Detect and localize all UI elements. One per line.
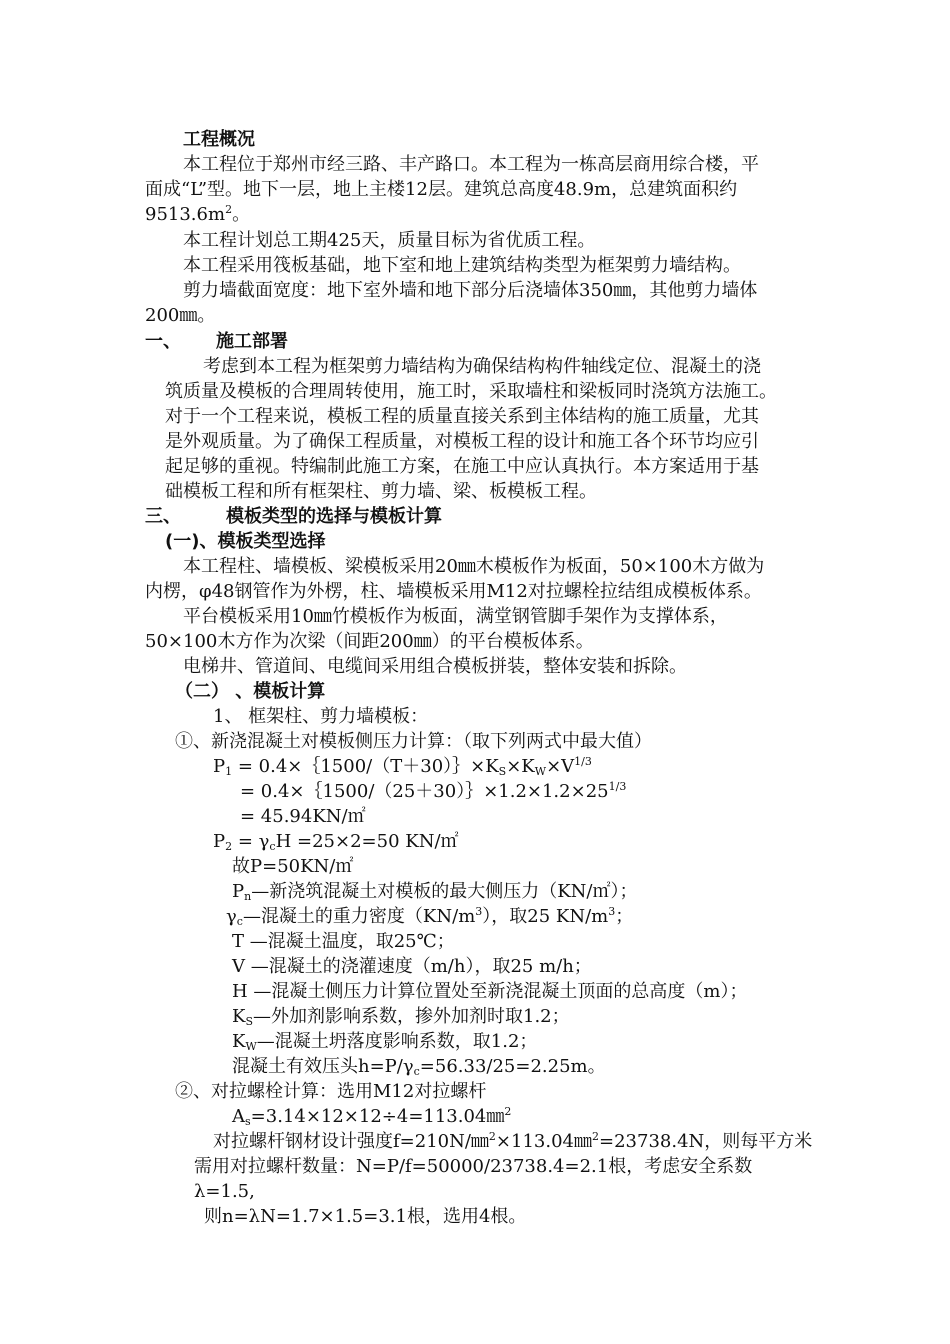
calc2-title: ②、对拉螺栓计算：选用M12对拉螺杆: [175, 1081, 487, 1102]
formula-p1-line2: = $0.4\times\{1500/(25+30)\}\times 1.2\times 1.2\times 25^{1/3}$: [240, 780, 627, 802]
section3-type-line4: 50×100木方作为次梁（间距200㎜）的平台模板体系。: [145, 631, 594, 652]
section1-line2: 筑质量及模板的合理周转使用，施工时，采取墙柱和梁板同时浇筑方法施工。: [165, 381, 777, 402]
overview-para1-line2: 面成“L”型。地下一层，地上主楼12层。建筑总高度48.9m，总建筑面积约: [145, 179, 738, 200]
section3-type-line1: 本工程柱、墙模板、梁模板采用20㎜木模板作为板面，50×100木方做为: [183, 556, 765, 577]
section1-line6: 础模板工程和所有框架柱、剪力墙、梁、板模板工程。: [165, 481, 597, 502]
formula-p1-line3: = 45.94KN/㎡: [240, 806, 366, 827]
section1-number: 一、: [145, 331, 181, 352]
section3-type-line5: 电梯井、管道间、电缆间采用组合模板拼装，整体安装和拆除。: [183, 656, 687, 677]
formula-result: 故P=50KN/㎡: [232, 856, 354, 877]
calc1-title: ①、新浇混凝土对模板侧压力计算：（取下列两式中最大值）: [175, 731, 652, 752]
def-gamma: $\gamma_c—$混凝土的重力密度$(KN/m^3)$，取25 $KN/m^3$；: [226, 905, 634, 928]
overview-para4-line1: 剪力墙截面宽度：地下室外墙和地下部分后浇墙体350㎜，其他剪力墙体: [183, 280, 758, 301]
bolt-strength-line4: 则n=λN=1.7×1.5=3.1根，选用4根。: [204, 1206, 527, 1227]
formula-p2: $P_2 = \gamma_cH =25\times 2=50$ KN/㎡: [213, 831, 459, 853]
overview-para4-line2: 200㎜。: [145, 305, 216, 326]
overview-para1-line1: 本工程位于郑州市经三路、丰产路口。本工程为一栋高层商用综合楼，平: [183, 154, 759, 175]
section1-line4: 是外观质量。为了确保工程质量，对模板工程的设计和施工各个环节均应引: [165, 431, 759, 452]
section3-type-line2: 内楞，φ48钢管作为外楞，柱、墙模板采用M12对拉螺栓拉结组成模板体系。: [145, 581, 762, 602]
overview-para1-line3: $9513.6m^2$。: [145, 203, 251, 225]
section3-title: 模板类型的选择与模板计算: [226, 506, 442, 527]
bolt-strength-line3: λ=1.5,: [194, 1181, 255, 1202]
def-ks: $K_S—$外加剂影响系数，掺外加剂时取1.2；: [232, 1006, 570, 1028]
def-pn: $P_n—$新浇筑混凝土对模板的最大侧压力（KN/㎡）；: [232, 881, 638, 903]
formula-as: $A_s=3.14\times 12\times 12\div 4=113.04㎜^2$: [232, 1105, 512, 1128]
overview-para2: 本工程计划总工期425天，质量目标为省优质工程。: [183, 230, 596, 251]
section1-line1: 考虑到本工程为框架剪力墙结构为确保结构构件轴线定位、混凝土的浇: [203, 356, 761, 377]
overview-para3: 本工程采用筏板基础，地下室和地上建筑结构类型为框架剪力墙结构。: [183, 255, 741, 276]
def-h: H —混凝土侧压力计算位置处至新浇混凝土顶面的总高度（m）；: [232, 981, 748, 1002]
section3-subheading-2: （二） 、模板计算: [175, 681, 326, 702]
def-t: T —混凝土温度，取25℃；: [232, 931, 455, 952]
overview-heading: 工程概况: [183, 129, 255, 150]
def-kw: $K_W—$混凝土坍落度影响系数，取1.2；: [232, 1031, 538, 1053]
section1-line5: 起足够的重视。特编制此施工方案，在施工中应认真执行。本方案适用于基: [165, 456, 759, 477]
section3-type-line3: 平台模板采用10㎜竹模板作为板面，满堂钢管脚手架作为支撑体系，: [183, 606, 728, 627]
formula-p1-line1: $P_1$ = $0.4\times\{1500/(T+30)\}\times K_S\times K_W\times V^{1/3}$: [213, 755, 592, 778]
bolt-strength-line1: 对拉螺杆钢材设计强度f=210N/㎜$^2$×113.04㎜$^2$=23738.4N，则每平方米: [213, 1130, 813, 1152]
section3-subheading-1: (一)、模板类型选择: [165, 531, 326, 552]
calc-item-1: 1、 框架柱、剪力墙模板：: [213, 706, 429, 727]
section1-title: 施工部署: [216, 331, 288, 352]
def-v: V —混凝土的浇灌速度（m/h），取25 m/h；: [232, 956, 592, 977]
section1-line3: 对于一个工程来说，模板工程的质量直接关系到主体结构的施工质量，尤其: [165, 406, 759, 427]
effective-head: 混凝土有效压头$h=P/\gamma_c=56.33/25=2.25m$。: [232, 1056, 606, 1078]
section3-number: 三、: [145, 506, 181, 527]
bolt-strength-line2: 需用对拉螺杆数量：N=P/f=50000/23738.4=2.1根，考虑安全系数: [194, 1156, 753, 1177]
